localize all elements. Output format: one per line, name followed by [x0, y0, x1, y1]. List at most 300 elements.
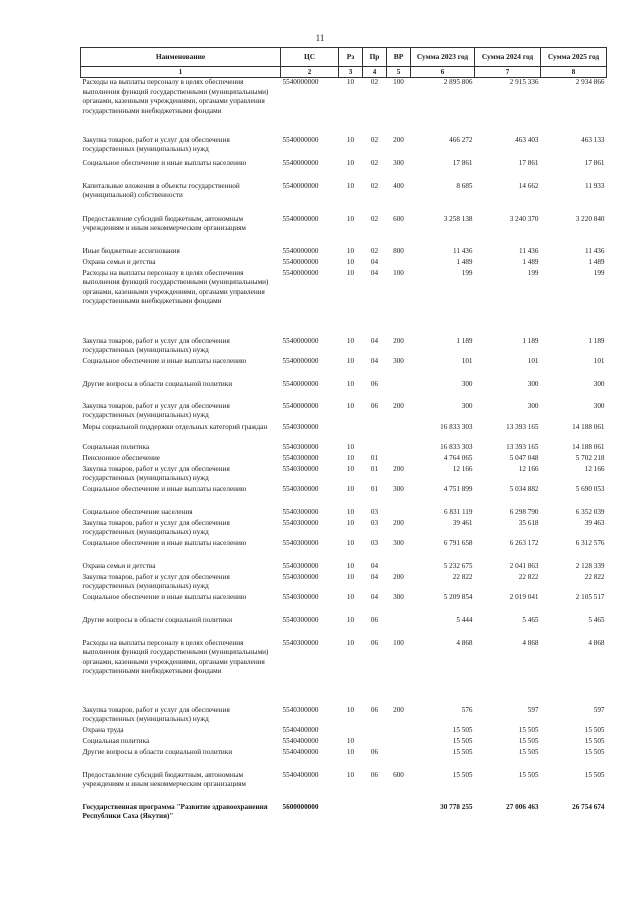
row-vr-cell: 100 [393, 268, 404, 277]
row-vr-cell [387, 737, 411, 748]
row-name-cell: Иные бюджетные ассигнования [82, 246, 180, 255]
row-rz-cell [339, 423, 363, 443]
row-name-cell: Закупка товаров, работ и услуг для обеспечения государственных (муниципальных) нужд [82, 135, 230, 154]
row-name-cell: Расходы на выплаты персоналу в целях обеспечения выполнения функций государственными (муниципальными) органами, казенными учреждениями, органами управления государственными внебюджетными фондами [82, 268, 269, 306]
row-name-cell: Социальная политика [82, 442, 150, 451]
row-pr-cell: 01 [370, 464, 379, 473]
row-sum-2023-cell: 4 751 899 [443, 484, 473, 493]
row-sum-2025-cell: 2 934 866 [575, 78, 605, 86]
table-row [81, 562, 607, 573]
row-sum-2024-cell: 27 006 463 [506, 802, 539, 811]
row-rz-cell: 10 [346, 572, 355, 581]
table-row [81, 215, 607, 247]
row-vr-cell [387, 803, 411, 825]
row-cs-cell: 5540300000 [282, 453, 319, 462]
row-rz-cell: 10 [346, 356, 355, 365]
row-sum-2023-cell: 30 778 255 [440, 802, 473, 811]
row-vr-cell: 200 [393, 135, 404, 144]
row-pr-cell: 04 [370, 592, 379, 601]
table-row [81, 78, 607, 136]
row-sum-2024-cell: 199 [527, 268, 539, 277]
row-sum-2025-cell: 300 [593, 379, 605, 388]
row-rz-cell: 10 [346, 638, 355, 647]
row-sum-2023-cell: 15 505 [452, 736, 473, 745]
row-sum-2025-cell: 22 822 [584, 572, 605, 581]
row-sum-2024-cell: 5 034 882 [509, 484, 539, 493]
table-row [81, 639, 607, 706]
header-row [81, 48, 607, 67]
row-name-cell: Социальное обеспечение и иные выплаты населению [82, 484, 247, 493]
row-rz-cell: 10 [346, 453, 355, 462]
row-name-cell: Государственная программа "Развитие здравоохранения Республики Саха (Якутия)" [82, 802, 268, 821]
row-sum-2023-cell: 101 [461, 356, 473, 365]
row-sum-2025-cell: 3 220 840 [575, 214, 605, 223]
row-pr-cell: 03 [370, 518, 379, 527]
row-cs-cell: 5540300000 [282, 442, 319, 451]
table-row [81, 258, 607, 269]
row-rz-cell: 10 [346, 538, 355, 547]
row-cs-cell: 5540300000 [282, 464, 319, 473]
row-sum-2024-cell: 101 [527, 356, 539, 365]
header-number-cell: 2 [281, 67, 339, 78]
row-pr-cell: 06 [370, 401, 379, 410]
row-vr-cell [387, 443, 411, 454]
row-sum-2024-cell: 4 868 [522, 638, 539, 647]
row-rz-cell: 10 [346, 518, 355, 527]
row-cs-cell: 5540000000 [282, 336, 319, 345]
row-name-cell: Охрана труда [82, 725, 124, 734]
row-name-cell: Социальное обеспечение и иные выплаты населению [82, 592, 247, 601]
row-pr-cell: 04 [370, 572, 379, 581]
row-vr-cell: 100 [393, 638, 404, 647]
header-number-cell: 8 [541, 67, 607, 78]
row-cs-cell: 5540300000 [282, 615, 319, 624]
row-cs-cell: 5540300000 [282, 538, 319, 547]
header-cell-sum-2025: Сумма 2025 год [541, 48, 607, 67]
row-vr-cell: 300 [393, 356, 404, 365]
table-row [81, 593, 607, 616]
table-row [81, 485, 607, 508]
row-rz-cell [339, 803, 363, 825]
row-sum-2024-cell: 15 505 [518, 747, 539, 756]
row-sum-2025-cell: 1 189 [588, 336, 605, 345]
row-sum-2025-cell: 5 702 218 [575, 453, 605, 462]
row-sum-2025-cell: 14 188 061 [572, 422, 605, 431]
row-cs-cell: 5540000000 [282, 214, 319, 223]
row-sum-2023-cell: 1 489 [456, 257, 473, 266]
row-pr-cell [363, 423, 387, 443]
row-sum-2025-cell: 6 312 576 [575, 538, 605, 547]
row-sum-2024-cell: 2 041 863 [509, 561, 539, 570]
row-rz-cell: 10 [346, 78, 355, 86]
table-row [81, 247, 607, 258]
table-row [81, 443, 607, 454]
row-cs-cell: 5540000000 [282, 181, 319, 190]
row-name-cell: Закупка товаров, работ и услуг для обеспечения государственных (муниципальных) нужд [82, 705, 230, 724]
row-sum-2025-cell: 463 133 [581, 135, 605, 144]
row-vr-cell [387, 616, 411, 639]
table-row [81, 616, 607, 639]
row-cs-cell: 5540000000 [282, 379, 319, 388]
row-cs-cell: 5540300000 [282, 507, 319, 516]
row-cs-cell: 5540400000 [282, 725, 319, 734]
budget-table-container [80, 47, 606, 825]
row-vr-cell [387, 380, 411, 402]
row-sum-2025-cell: 2 105 517 [575, 592, 605, 601]
row-sum-2023-cell: 17 861 [452, 158, 473, 167]
table-row [81, 454, 607, 465]
row-sum-2025-cell: 4 868 [588, 638, 605, 647]
row-name-cell: Другие вопросы в области социальной политики [82, 379, 233, 388]
row-cs-cell: 5540300000 [282, 705, 319, 714]
table-row [81, 771, 607, 803]
row-sum-2023-cell: 6 831 119 [444, 507, 473, 516]
row-sum-2025-cell: 6 352 039 [575, 507, 605, 516]
table-row [81, 423, 607, 443]
row-sum-2024-cell: 5 047 048 [509, 453, 539, 462]
row-cs-cell: 5540000000 [282, 356, 319, 365]
row-sum-2023-cell: 576 [461, 705, 473, 714]
row-sum-2023-cell: 3 258 138 [443, 214, 473, 223]
row-pr-cell: 06 [370, 638, 379, 647]
row-rz-cell: 10 [346, 736, 355, 745]
row-sum-2024-cell: 22 822 [518, 572, 539, 581]
row-sum-2024-cell: 5 465 [522, 615, 539, 624]
row-sum-2025-cell: 11 933 [585, 181, 605, 190]
row-sum-2024-cell: 13 393 165 [506, 422, 539, 431]
row-sum-2023-cell: 5 232 675 [443, 561, 473, 570]
table-row [81, 726, 607, 737]
header-number-cell: 5 [387, 67, 411, 78]
row-vr-cell [387, 423, 411, 443]
row-rz-cell: 10 [346, 379, 355, 388]
row-name-cell: Социальное обеспечение населения [82, 507, 193, 516]
row-sum-2023-cell: 8 685 [456, 181, 473, 190]
row-sum-2025-cell: 597 [593, 705, 605, 714]
header-number-cell: 1 [81, 67, 281, 78]
table-row [81, 706, 607, 726]
row-rz-cell: 10 [346, 615, 355, 624]
row-sum-2023-cell: 39 461 [452, 518, 473, 527]
row-sum-2024-cell: 12 166 [518, 464, 539, 473]
table-row [81, 159, 607, 182]
row-name-cell: Другие вопросы в области социальной политики [82, 747, 233, 756]
header-number-row [81, 67, 607, 78]
row-sum-2023-cell: 1 189 [456, 336, 473, 345]
row-sum-2023-cell: 22 822 [452, 572, 473, 581]
row-name-cell: Расходы на выплаты персоналу в целях обеспечения выполнения функций государственными (муниципальными) органами, казенными учреждениями, органами управления государственными внебюджетными фондами [82, 78, 269, 115]
row-vr-cell: 300 [393, 592, 404, 601]
table-row [81, 402, 607, 423]
table-row [81, 136, 607, 159]
row-vr-cell: 600 [393, 214, 404, 223]
row-name-cell: Социальная политика [82, 736, 150, 745]
row-pr-cell: 06 [370, 379, 379, 388]
row-sum-2024-cell: 6 298 790 [509, 507, 539, 516]
row-sum-2024-cell: 597 [527, 705, 539, 714]
row-rz-cell: 10 [346, 401, 355, 410]
row-sum-2025-cell: 101 [593, 356, 605, 365]
page-number: 11 [315, 33, 325, 43]
row-sum-2024-cell: 3 240 370 [509, 214, 539, 223]
row-sum-2023-cell: 466 272 [449, 135, 473, 144]
row-name-cell: Закупка товаров, работ и услуг для обеспечения государственных (муниципальных) нужд [82, 572, 230, 591]
row-sum-2023-cell: 5 444 [456, 615, 473, 624]
row-rz-cell: 10 [346, 246, 355, 255]
row-cs-cell: 5540300000 [282, 422, 319, 431]
row-cs-cell: 5540400000 [282, 770, 319, 779]
row-cs-cell: 5540300000 [282, 518, 319, 527]
row-name-cell: Закупка товаров, работ и услуг для обеспечения государственных (муниципальных) нужд [82, 336, 230, 355]
row-sum-2024-cell: 11 436 [519, 246, 539, 255]
row-sum-2025-cell: 2 128 339 [575, 561, 605, 570]
row-vr-cell: 200 [393, 336, 404, 345]
row-pr-cell: 02 [370, 158, 379, 167]
row-rz-cell: 10 [346, 214, 355, 223]
row-vr-cell: 300 [393, 538, 404, 547]
row-rz-cell: 10 [346, 484, 355, 493]
row-rz-cell: 10 [346, 442, 355, 451]
row-sum-2024-cell: 17 861 [518, 158, 539, 167]
row-sum-2025-cell: 11 436 [585, 246, 605, 255]
row-pr-cell: 02 [370, 135, 379, 144]
row-cs-cell: 5540000000 [282, 78, 319, 86]
row-rz-cell: 10 [346, 592, 355, 601]
row-sum-2024-cell: 15 505 [518, 736, 539, 745]
row-sum-2023-cell: 4 764 065 [443, 453, 473, 462]
row-sum-2023-cell: 2 895 806 [443, 78, 473, 86]
row-name-cell: Другие вопросы в области социальной политики [82, 615, 233, 624]
row-vr-cell: 200 [393, 401, 404, 410]
row-pr-cell: 01 [370, 453, 379, 462]
row-sum-2025-cell: 15 505 [584, 736, 605, 745]
row-pr-cell [363, 737, 387, 748]
row-rz-cell: 10 [346, 464, 355, 473]
table-row [81, 737, 607, 748]
row-name-cell: Закупка товаров, работ и услуг для обеспечения государственных (муниципальных) нужд [82, 518, 230, 537]
row-sum-2025-cell: 199 [593, 268, 605, 277]
row-pr-cell: 02 [370, 246, 379, 255]
row-cs-cell: 5540300000 [282, 484, 319, 493]
row-rz-cell [339, 726, 363, 737]
row-sum-2025-cell: 14 188 061 [572, 442, 605, 451]
table-row [81, 573, 607, 593]
row-sum-2025-cell: 300 [593, 401, 605, 410]
row-rz-cell: 10 [346, 705, 355, 714]
row-sum-2025-cell: 15 505 [584, 747, 605, 756]
row-vr-cell: 200 [393, 572, 404, 581]
row-sum-2023-cell: 16 833 303 [440, 442, 473, 451]
row-pr-cell: 04 [370, 268, 379, 277]
row-sum-2024-cell: 300 [527, 379, 539, 388]
row-sum-2023-cell: 11 436 [453, 246, 473, 255]
header-cell-rz: Рз [339, 48, 363, 67]
row-name-cell: Предоставление субсидий бюджетным, автономным учреждениям и иным некоммерческим организациям [82, 770, 246, 789]
row-cs-cell: 5540000000 [282, 401, 319, 410]
row-cs-cell: 5540400000 [282, 736, 319, 745]
table-row [81, 508, 607, 519]
row-sum-2023-cell: 15 505 [452, 770, 473, 779]
row-name-cell: Социальное обеспечение и иные выплаты населению [82, 538, 247, 547]
row-pr-cell: 06 [370, 770, 379, 779]
row-sum-2024-cell: 15 505 [518, 725, 539, 734]
header-number-cell: 6 [411, 67, 475, 78]
row-sum-2023-cell: 15 505 [452, 747, 473, 756]
row-rz-cell: 10 [346, 257, 355, 266]
row-sum-2023-cell: 12 166 [452, 464, 473, 473]
row-vr-cell: 200 [393, 464, 404, 473]
row-name-cell: Социальное обеспечение и иные выплаты населению [82, 356, 247, 365]
row-name-cell: Расходы на выплаты персоналу в целях обеспечения выполнения функций государственными (муниципальными) органами, казенными учреждениями, органами управления государственными внебюджетными фондами [82, 638, 269, 676]
table-row [81, 380, 607, 402]
row-sum-2024-cell: 1 189 [522, 336, 539, 345]
row-vr-cell: 300 [393, 484, 404, 493]
header-number-cell: 7 [475, 67, 541, 78]
row-rz-cell: 10 [346, 747, 355, 756]
table-row [81, 519, 607, 539]
row-cs-cell: 5540000000 [282, 268, 319, 277]
table-row [81, 357, 607, 380]
row-sum-2024-cell: 15 505 [518, 770, 539, 779]
row-vr-cell [387, 562, 411, 573]
row-name-cell: Охрана семьи и детства [82, 561, 156, 570]
row-rz-cell: 10 [346, 507, 355, 516]
row-sum-2023-cell: 300 [461, 379, 473, 388]
row-sum-2024-cell: 2 019 041 [509, 592, 539, 601]
row-cs-cell: 5540000000 [282, 135, 319, 144]
row-sum-2025-cell: 15 505 [584, 725, 605, 734]
row-pr-cell: 06 [370, 705, 379, 714]
row-sum-2025-cell: 12 166 [584, 464, 605, 473]
row-sum-2024-cell: 6 263 172 [509, 538, 539, 547]
row-sum-2024-cell: 463 403 [515, 135, 539, 144]
row-sum-2023-cell: 15 505 [452, 725, 473, 734]
row-cs-cell: 5540300000 [282, 561, 319, 570]
row-cs-cell: 5540000000 [282, 257, 319, 266]
table-row [81, 465, 607, 485]
row-pr-cell [363, 803, 387, 825]
header-cell-sum-2024: Сумма 2024 год [475, 48, 541, 67]
budget-table [80, 47, 607, 825]
row-pr-cell: 03 [370, 538, 379, 547]
row-cs-cell: 5540300000 [282, 572, 319, 581]
row-pr-cell: 04 [370, 336, 379, 345]
table-header [81, 48, 607, 78]
header-cell-cs: ЦС [281, 48, 339, 67]
row-rz-cell: 10 [346, 336, 355, 345]
header-number-cell: 4 [363, 67, 387, 78]
table-row [81, 803, 607, 825]
row-sum-2025-cell: 26 754 674 [572, 802, 605, 811]
row-vr-cell: 300 [393, 158, 404, 167]
row-pr-cell [363, 443, 387, 454]
row-rz-cell: 10 [346, 135, 355, 144]
row-pr-cell: 04 [370, 561, 379, 570]
row-sum-2025-cell: 5 465 [588, 615, 605, 624]
row-vr-cell: 600 [393, 770, 404, 779]
row-rz-cell: 10 [346, 268, 355, 277]
row-vr-cell: 800 [393, 246, 404, 255]
row-vr-cell: 400 [393, 181, 404, 190]
row-name-cell: Меры социальной поддержки отдельных категорий граждан [82, 422, 268, 431]
row-pr-cell: 06 [370, 615, 379, 624]
row-vr-cell: 200 [393, 518, 404, 527]
table-row [81, 539, 607, 562]
row-rz-cell: 10 [346, 181, 355, 190]
row-name-cell: Предоставление субсидий бюджетным, автономным учреждениям и иным некоммерческим организациям [82, 214, 246, 233]
header-cell-name: Наименование [81, 48, 281, 67]
table-row [81, 748, 607, 771]
row-cs-cell: 5540300000 [282, 592, 319, 601]
row-vr-cell [387, 508, 411, 519]
row-sum-2025-cell: 39 463 [584, 518, 605, 527]
header-cell-pr: Пр [363, 48, 387, 67]
row-sum-2024-cell: 35 618 [518, 518, 539, 527]
row-pr-cell: 02 [370, 181, 379, 190]
row-pr-cell: 04 [370, 257, 379, 266]
row-vr-cell [387, 258, 411, 269]
row-rz-cell: 10 [346, 158, 355, 167]
table-body [81, 78, 607, 825]
row-sum-2024-cell: 13 393 165 [506, 442, 539, 451]
row-cs-cell: 5540000000 [282, 246, 319, 255]
row-sum-2024-cell: 1 489 [522, 257, 539, 266]
row-vr-cell [387, 748, 411, 771]
row-pr-cell: 02 [370, 78, 379, 86]
row-sum-2023-cell: 4 868 [456, 638, 473, 647]
row-rz-cell: 10 [346, 770, 355, 779]
header-number-cell: 3 [339, 67, 363, 78]
row-pr-cell: 01 [370, 484, 379, 493]
row-cs-cell: 5540400000 [282, 747, 319, 756]
table-row [81, 337, 607, 357]
row-name-cell: Пенсионное обеспечение [82, 453, 160, 462]
table-row [81, 269, 607, 337]
row-sum-2025-cell: 1 489 [588, 257, 605, 266]
row-sum-2023-cell: 300 [461, 401, 473, 410]
row-rz-cell: 10 [346, 561, 355, 570]
row-sum-2024-cell: 300 [527, 401, 539, 410]
row-vr-cell: 200 [393, 705, 404, 714]
row-pr-cell: 04 [370, 356, 379, 365]
row-pr-cell: 02 [370, 214, 379, 223]
row-sum-2024-cell: 14 662 [518, 181, 539, 190]
row-name-cell: Закупка товаров, работ и услуг для обеспечения государственных (муниципальных) нужд [82, 401, 230, 420]
header-cell-sum-2023: Сумма 2023 год [411, 48, 475, 67]
row-pr-cell [363, 726, 387, 737]
row-name-cell: Закупка товаров, работ и услуг для обеспечения государственных (муниципальных) нужд [82, 464, 230, 483]
table-row [81, 182, 607, 215]
row-cs-cell: 5600000000 [282, 802, 319, 811]
row-pr-cell: 06 [370, 747, 379, 756]
row-vr-cell [387, 726, 411, 737]
row-sum-2024-cell: 2 915 336 [509, 78, 539, 86]
row-name-cell: Охрана семьи и детства [82, 257, 156, 266]
row-vr-cell: 100 [393, 78, 404, 86]
row-name-cell: Капитальные вложения в объекты государственной (муниципальной) собственности [82, 181, 240, 200]
row-sum-2023-cell: 199 [461, 268, 473, 277]
row-sum-2025-cell: 17 861 [584, 158, 605, 167]
row-sum-2025-cell: 15 505 [584, 770, 605, 779]
row-name-cell: Социальное обеспечение и иные выплаты населению [82, 158, 247, 167]
row-cs-cell: 5540000000 [282, 158, 319, 167]
header-cell-vr: ВР [387, 48, 411, 67]
row-vr-cell [387, 454, 411, 465]
row-sum-2023-cell: 16 833 303 [440, 422, 473, 431]
row-pr-cell: 03 [370, 507, 379, 516]
row-sum-2025-cell: 5 690 053 [575, 484, 605, 493]
row-sum-2023-cell: 6 791 658 [443, 538, 473, 547]
